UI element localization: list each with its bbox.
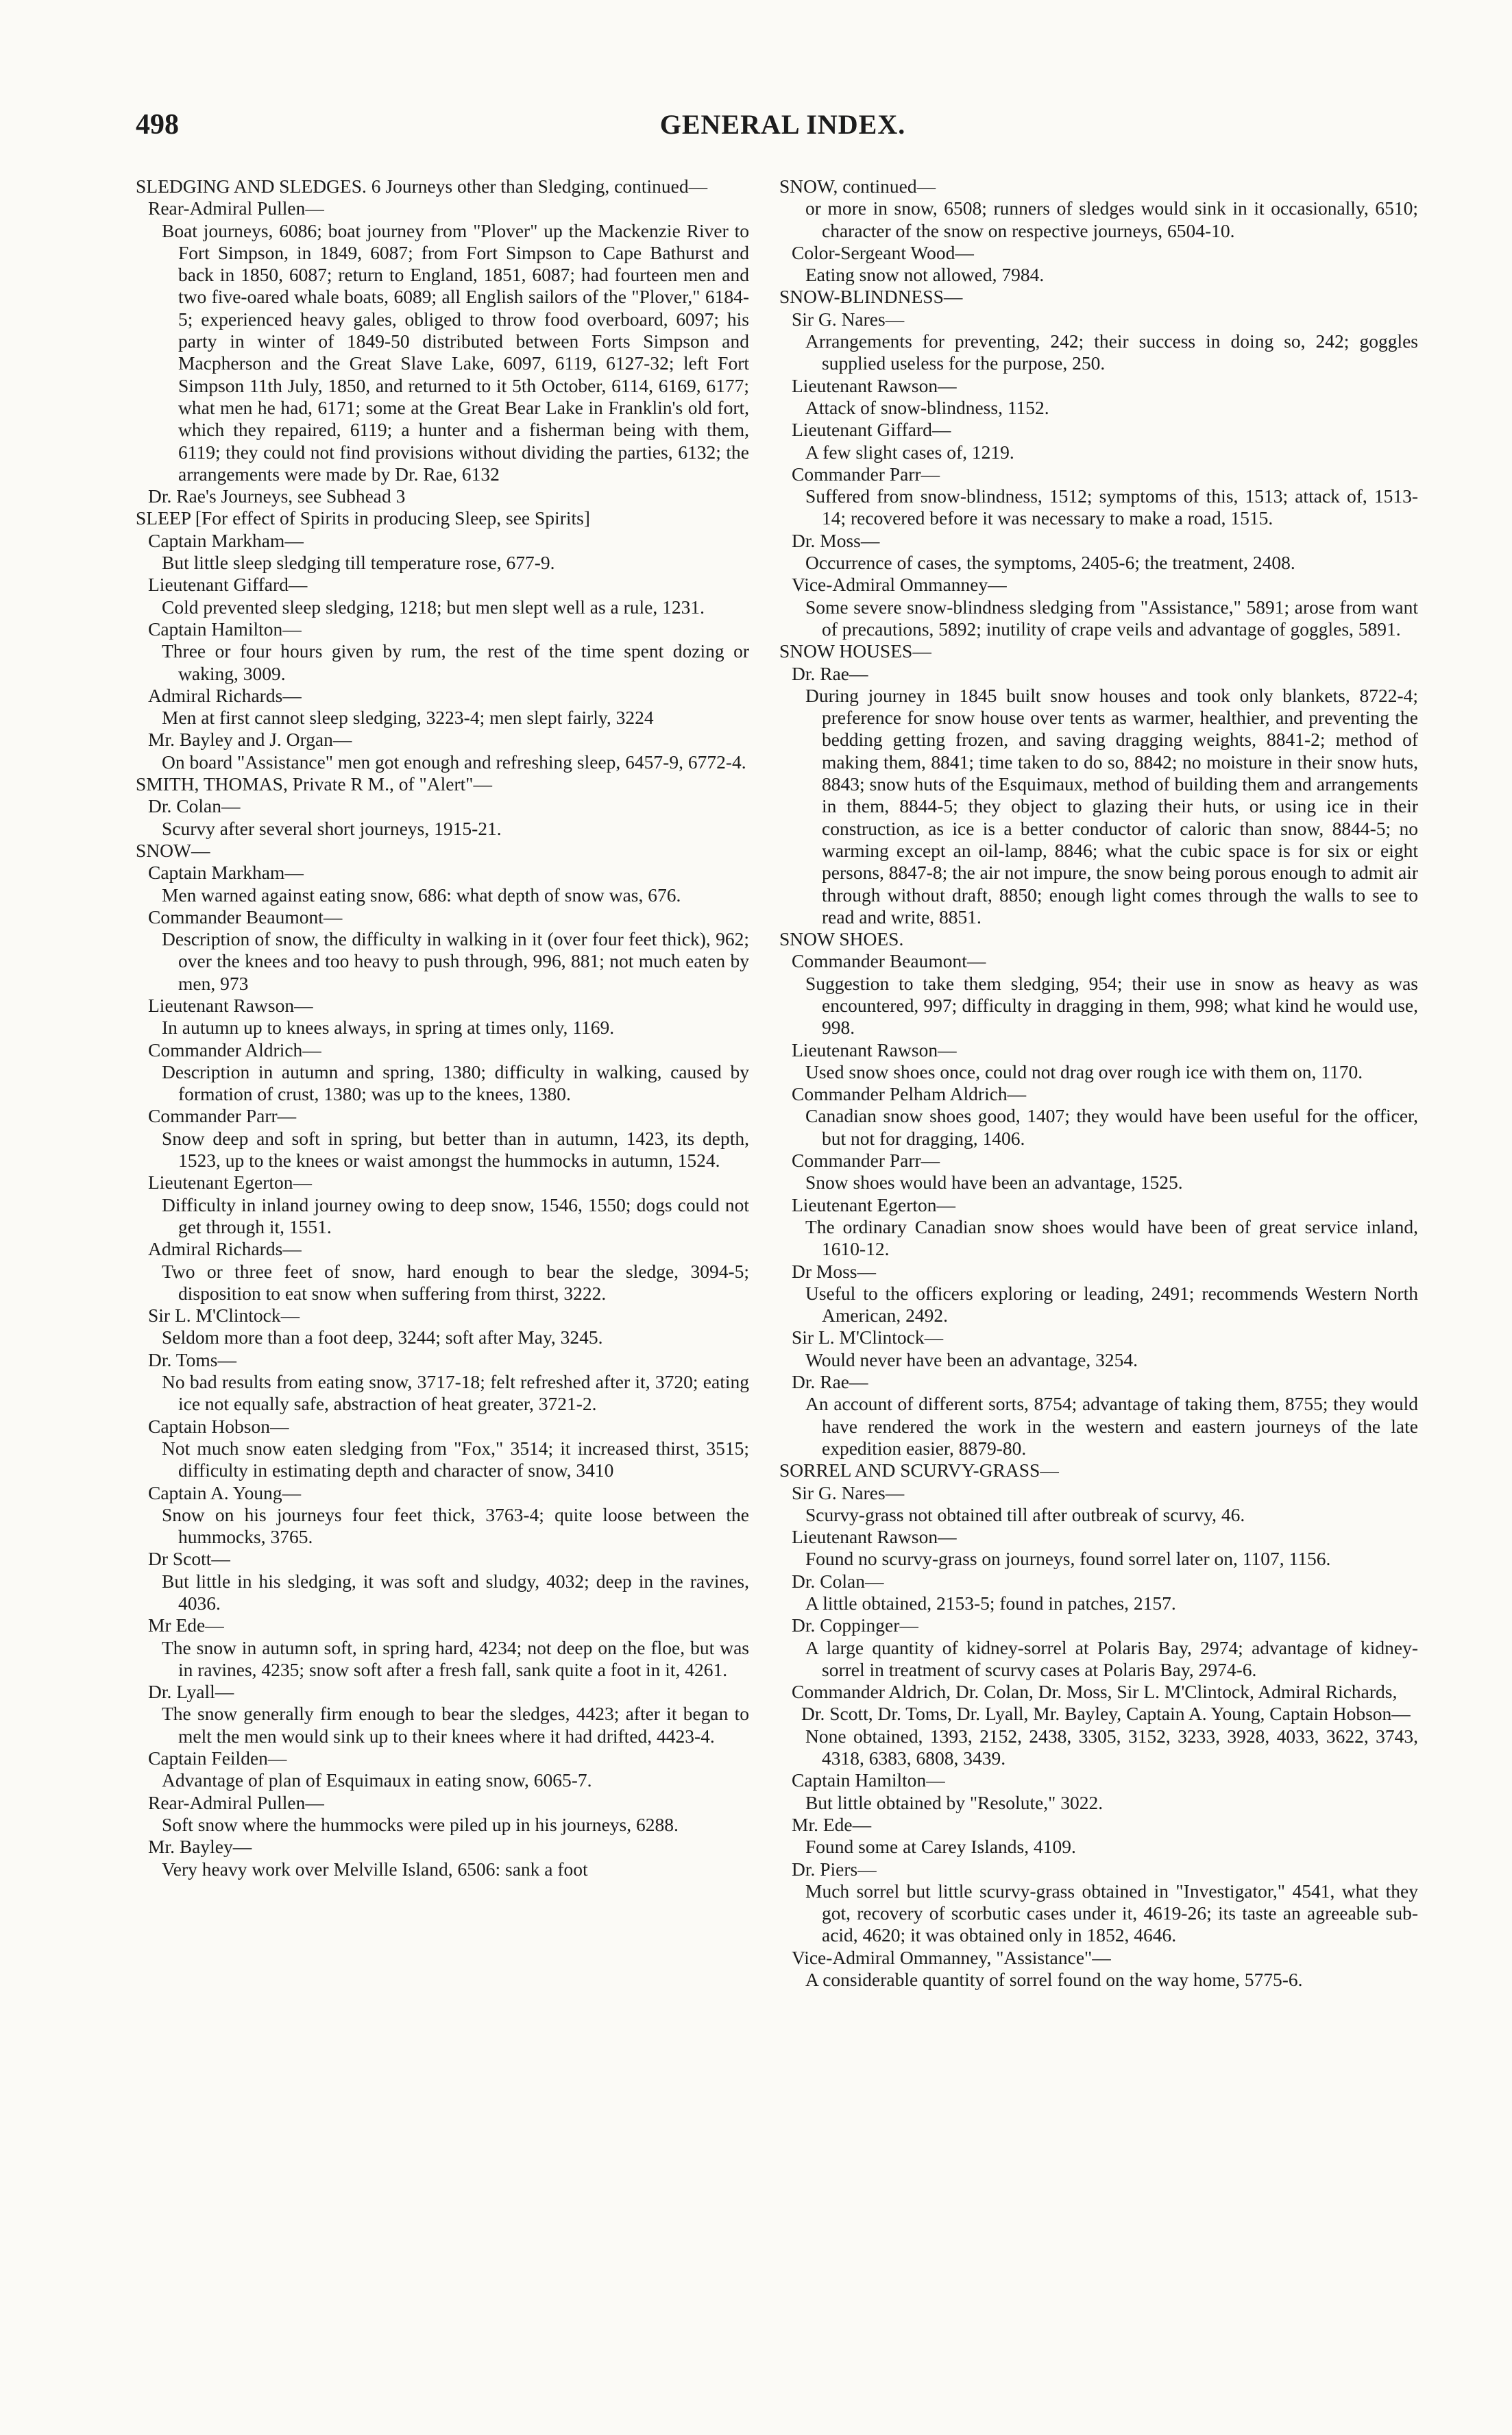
- index-entry: No bad results from eating snow, 3717-18; felt refreshed after it, 3720; eating ice not equally safe, abstraction of heat greater, 3721-2.: [162, 1371, 749, 1415]
- index-witness: Commander Parr—: [148, 1105, 297, 1127]
- index-witness: Mr. Ede—: [792, 1813, 872, 1835]
- index-witness: Rear-Admiral Pullen—: [148, 1791, 324, 1813]
- index-witness: Commander Beaumont—: [148, 906, 343, 928]
- index-entry: Boat journeys, 6086; boat journey from "Plover" up the Mackenzie River to Fort Simpson, in 1849, 6087; from Fort Simpson to Cape Bathurst and back in 1850, 6087; return to England, 1851, 6087; had fourteen men and two five-oared whale boats, 6089; all English sailors of the "Plover," 6184-5; experienced heavy gales, obliged to throw food overboard, 6097; his party in winter of 1849-50 distributed between Forts Simpson and Macpherson and the Great Slave Lake, 6097, 6119, 6127-32; left Fort Simpson 11th July, 1850, and returned to it 5th October, 6114, 6169, 6177; what men he had, 6171; some at the Great Bear Lake in Franklin's old fort, which they repaired, 6119; a hunter and a fisherman being with them, 6119; they could not find provisions without dividing the parties, 6132; the arrangements were made by Dr. Rae, 6132: [162, 219, 749, 485]
- index-witness: Color-Sergeant Wood—: [792, 241, 974, 263]
- index-entry: Men at first cannot sleep sledging, 3223-4; men slept fairly, 3224: [162, 707, 654, 729]
- index-witness: Dr. Rae's Journeys, see Subhead 3: [148, 485, 406, 507]
- index-entry: But little in his sledging, it was soft and sludgy, 4032; deep in the ravines, 4036.: [162, 1570, 749, 1614]
- index-entry: Found no scurvy-grass on journeys, found sorrel later on, 1107, 1156.: [805, 1548, 1331, 1570]
- index-witness: Dr. Moss—: [792, 529, 880, 551]
- index-entry: Used snow shoes once, could not drag over rough ice with them on, 1170.: [805, 1061, 1363, 1082]
- index-witness: Commander Parr—: [792, 1150, 940, 1172]
- index-witness: Dr. Toms—: [148, 1348, 236, 1370]
- index-witness: Captain Markham—: [148, 862, 304, 884]
- index-witness: Lieutenant Giffard—: [792, 419, 951, 441]
- index-entry: A large quantity of kidney-sorrel at Polaris Bay, 2974; advantage of kidney-sorrel in treatment of scurvy cases at Polaris Bay, 2974-6.: [805, 1636, 1418, 1680]
- index-entry: A little obtained, 2153-5; found in patches, 2157.: [805, 1592, 1176, 1614]
- index-entry: Seldom more than a foot deep, 3244; soft after May, 3245.: [162, 1326, 603, 1348]
- index-witness: Lieutenant Rawson—: [148, 994, 313, 1016]
- index-witness: Vice-Admiral Ommanney, "Assistance"—: [792, 1946, 1111, 1968]
- index-witness: Lieutenant Rawson—: [792, 1526, 957, 1548]
- index-witness: Lieutenant Rawson—: [792, 1039, 957, 1061]
- index-witness: Admiral Richards—: [148, 684, 302, 706]
- index-witness: Rear-Admiral Pullen—: [148, 197, 324, 219]
- index-witness: Mr. Bayley and J. Organ—: [148, 729, 352, 751]
- index-entry: Would never have been an advantage, 3254.: [805, 1348, 1138, 1370]
- index-entry: Description in autumn and spring, 1380; difficulty in walking, caused by formation of crust, 1380; was up to the knees, 1380.: [162, 1061, 749, 1105]
- index-witness: Dr. Coppinger—: [792, 1614, 918, 1636]
- index-witness: Commander Aldrich—: [148, 1039, 321, 1061]
- index-witness: Sir L. M'Clintock—: [792, 1326, 944, 1348]
- index-entry: Men warned against eating snow, 686: what depth of snow was, 676.: [162, 884, 681, 906]
- index-entry: Occurrence of cases, the symptoms, 2405-6; the treatment, 2408.: [805, 552, 1295, 574]
- index-entry: Very heavy work over Melville Island, 6506: sank a foot: [162, 1858, 588, 1880]
- index-witness: Dr. Lyall—: [148, 1681, 234, 1703]
- index-entry: The snow generally firm enough to bear the sledges, 4423; after it began to melt the men would sink up to their knees where it had drifted, 4423-4.: [162, 1703, 749, 1747]
- index-entry: Arrangements for preventing, 242; their success in doing so, 242; goggles supplied useless for the purpose, 250.: [805, 330, 1418, 374]
- index-entry: Cold prevented sleep sledging, 1218; but men slept well as a rule, 1231.: [162, 596, 705, 618]
- index-heading: SNOW HOUSES—: [779, 640, 931, 662]
- left-column: [136, 175, 749, 1880]
- index-entry: On board "Assistance" men got enough and refreshing sleep, 6457-9, 6772-4.: [162, 751, 746, 773]
- index-witness: Commander Aldrich, Dr. Colan, Dr. Moss, Sir L. M'Clintock, Admiral Richards, Dr. Scott, Dr. Toms, Dr. Lyall, Mr. Bayley, Captain A. Young, Captain Hobson—: [792, 1681, 1411, 1725]
- index-entry: Suggestion to take them sledging, 954; their use in snow as heavy as was encountered, 997; difficulty in dragging in them, 998; what kind he would use, 998.: [805, 972, 1418, 1039]
- index-heading: SMITH, THOMAS, Private R M., of "Alert"—: [136, 773, 492, 795]
- index-entry: Useful to the officers exploring or leading, 2491; recommends Western North American, 2492.: [805, 1282, 1418, 1326]
- index-entry: or more in snow, 6508; runners of sledges would sink in it occasionally, 6510; character of the snow on respective journeys, 6504-10.: [805, 197, 1418, 241]
- index-heading: SNOW—: [136, 839, 210, 861]
- index-witness: Captain Feilden—: [148, 1747, 287, 1769]
- index-heading: SNOW-BLINDNESS—: [779, 286, 963, 308]
- index-witness: Captain A. Young—: [148, 1481, 302, 1503]
- index-entry: Snow shoes would have been an advantage, 1525.: [805, 1172, 1183, 1194]
- index-entry: Scurvy after several short journeys, 1915-21.: [162, 817, 502, 839]
- index-heading: SLEEP [For effect of Spirits in producing Sleep, see Spirits]: [136, 507, 590, 529]
- index-witness: Lieutenant Rawson—: [792, 374, 957, 396]
- index-entry: During journey in 1845 built snow houses and took only blankets, 8722-4; preference for snow house over tents as warmer, healthier, and preventing the bedding getting frozen, and saving dragging weights, 8841-2; method of making them, 8841; time taken to do so, 8842; no moisture in their snow huts, 8843; snow huts of the Esquimaux, method of building them and arrangements in them, 8844-5; they object to glazing their huts, or using ice in their construction, as ice is a better conductor of caloric than snow, 8844-5; no warming except an oil-lamp, 8846; what the cubic space is for six or eight persons, 8847-8; the air not impure, the snow being porous enough to admit air through without draft, 8850; enough light comes through the walls to see to read and write, 8851.: [805, 684, 1418, 928]
- index-entry: Some severe snow-blindness sledging from "Assistance," 5891; arose from want of precautions, 5892; inutility of crape veils and advantage of goggles, 5891.: [805, 596, 1418, 640]
- index-witness: Sir G. Nares—: [792, 308, 905, 330]
- index-witness: Sir L. M'Clintock—: [148, 1305, 300, 1326]
- index-witness: Captain Hamilton—: [148, 618, 302, 640]
- index-witness: Mr. Bayley—: [148, 1836, 252, 1858]
- index-entry: The ordinary Canadian snow shoes would have been of great service inland, 1610-12.: [805, 1215, 1418, 1260]
- index-entry: None obtained, 1393, 2152, 2438, 3305, 3152, 3233, 3928, 4033, 3622, 3743, 4318, 6383, 6808, 3439.: [805, 1725, 1418, 1769]
- index-entry: Much sorrel but little scurvy-grass obtained in "Investigator," 4541, what they got, recovery of scorbutic cases under it, 4619-26; its taste an agreeable sub-acid, 4620; it was obtained only in 1852, 4646.: [805, 1880, 1418, 1946]
- index-heading: SLEDGING AND SLEDGES. 6 Journeys other than Sledging, continued—: [136, 175, 708, 197]
- running-title: GENERAL INDEX.: [659, 109, 906, 140]
- index-witness: Lieutenant Egerton—: [148, 1172, 313, 1194]
- index-heading: SNOW, continued—: [779, 175, 936, 197]
- index-entry: Eating snow not allowed, 7984.: [805, 264, 1045, 286]
- index-witness: Lieutenant Egerton—: [792, 1194, 956, 1215]
- index-entry: Difficulty in inland journey owing to deep snow, 1546, 1550; dogs could not get through it, 1551.: [162, 1194, 749, 1237]
- index-entry: Suffered from snow-blindness, 1512; symptoms of this, 1513; attack of, 1513-14; recovered before it was necessary to make a road, 1515.: [805, 485, 1418, 529]
- index-witness: Sir G. Nares—: [792, 1481, 905, 1503]
- index-witness: Captain Markham—: [148, 529, 304, 551]
- index-witness: Lieutenant Giffard—: [148, 574, 308, 596]
- index-witness: Captain Hobson—: [148, 1415, 289, 1437]
- index-witness: Dr. Piers—: [792, 1858, 877, 1880]
- page-number: 498: [136, 109, 179, 141]
- index-entry: Canadian snow shoes good, 1407; they would have been useful for the officer, but not for dragging, 1406.: [805, 1105, 1418, 1149]
- index-entry: Description of snow, the difficulty in walking in it (over four feet thick), 962; over the knees and too heavy to push through, 996, 881; not much eaten by men, 973: [162, 928, 749, 994]
- index-entry: Advantage of plan of Esquimaux in eating snow, 6065-7.: [162, 1769, 592, 1791]
- index-entry: Two or three feet of snow, hard enough to bear the sledge, 3094-5; disposition to eat snow when suffering from thirst, 3222.: [162, 1260, 749, 1304]
- index-entry: Snow deep and soft in spring, but better than in autumn, 1423, its depth, 1523, up to the knees or waist amongst the hummocks in autumn, 1524.: [162, 1127, 749, 1172]
- page-header: [129, 108, 1437, 149]
- index-witness: Dr. Colan—: [792, 1570, 884, 1592]
- index-entry: Attack of snow-blindness, 1152.: [805, 396, 1049, 418]
- index-entry: A few slight cases of, 1219.: [805, 441, 1014, 463]
- index-entry: Three or four hours given by rum, the rest of the time spent dozing or waking, 3009.: [162, 640, 749, 684]
- index-witness: Commander Beaumont—: [792, 950, 986, 972]
- index-witness: Dr. Rae—: [792, 662, 868, 684]
- right-column: [779, 175, 1418, 1991]
- index-witness: Dr. Rae—: [792, 1371, 868, 1393]
- index-witness: Captain Hamilton—: [792, 1769, 945, 1791]
- index-heading: SORREL AND SCURVY-GRASS—: [779, 1459, 1059, 1481]
- index-witness: Dr Moss—: [792, 1260, 876, 1282]
- index-entry: But little sleep sledging till temperature rose, 677-9.: [162, 552, 555, 574]
- index-witness: Admiral Richards—: [148, 1238, 302, 1260]
- index-entry: The snow in autumn soft, in spring hard, 4234; not deep on the floe, but was in ravines, 4235; snow soft after a fresh fall, sank quite a foot in it, 4261.: [162, 1636, 749, 1680]
- index-entry: Soft snow where the hummocks were piled up in his journeys, 6288.: [162, 1813, 679, 1835]
- index-entry: Snow on his journeys four feet thick, 3763-4; quite loose between the hummocks, 3765.: [162, 1503, 749, 1548]
- index-entry: In autumn up to knees always, in spring at times only, 1169.: [162, 1017, 615, 1039]
- index-entry: Scurvy-grass not obtained till after outbreak of scurvy, 46.: [805, 1503, 1245, 1525]
- index-witness: Dr. Colan—: [148, 795, 241, 817]
- index-witness: Mr Ede—: [148, 1614, 224, 1636]
- index-witness: Dr Scott—: [148, 1548, 230, 1570]
- index-entry: A considerable quantity of sorrel found on the way home, 5775-6.: [805, 1969, 1303, 1991]
- index-witness: Commander Parr—: [792, 463, 940, 485]
- index-witness: Vice-Admiral Ommanney—: [792, 574, 1007, 596]
- index-heading: SNOW SHOES.: [779, 928, 904, 950]
- index-entry: Not much snow eaten sledging from "Fox," 3514; it increased thirst, 3515; difficulty in estimating depth and character of snow, 3410: [162, 1437, 749, 1481]
- index-witness: Commander Pelham Aldrich—: [792, 1083, 1027, 1105]
- index-entry: Found some at Carey Islands, 4109.: [805, 1836, 1076, 1858]
- index-entry: An account of different sorts, 8754; advantage of taking them, 8755; they would have rendered the work in the western and eastern journeys of the late expedition easier, 8879-80.: [805, 1393, 1418, 1459]
- index-entry: But little obtained by "Resolute," 3022.: [805, 1791, 1103, 1813]
